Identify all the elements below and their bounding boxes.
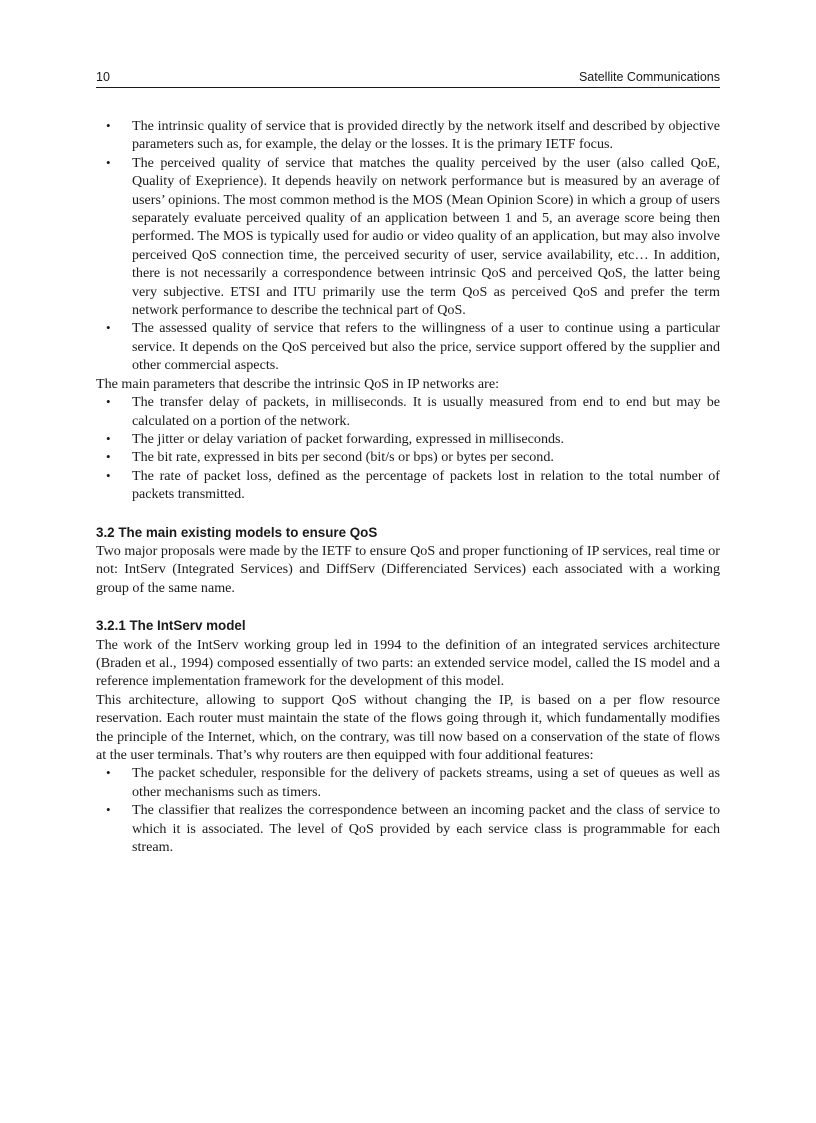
list-item-text: The transfer delay of packets, in milliseconds. It is usually measured from end to end but may be calculated on a portion of the network. xyxy=(132,394,720,429)
list-item xyxy=(96,393,720,430)
list-item xyxy=(96,467,720,504)
list-item-text: The packet scheduler, responsible for the delivery of packets streams, using a set of queues as well as other mechanisms such as timers. xyxy=(132,765,720,800)
bullet-icon: • xyxy=(106,802,111,818)
list-item-text: The rate of packet loss, defined as the percentage of packets lost in relation to the total number of packets transmitted. xyxy=(132,467,720,503)
bullet-icon: • xyxy=(106,765,111,781)
running-header xyxy=(96,69,720,88)
section-heading-3-2: 3.2 The main existing models to ensure QoS xyxy=(96,524,378,540)
list-item-text: The perceived quality of service that matches the quality perceived by the user (also called QoE, Quality of Exeprience). It depends heavily on network performance but is measured by an average of users’ opinions. The most common method is the MOS (Mean Opinion Score) in which a group of users separately evaluate perceived quality of an application between 1 and 5, an average score being then performed. The MOS is typically used for audio or video quality of an application, but may also involve perceived QoS connection time, the perceived security of user, service availability, etc… In addition, there is not necessarily a correspondence between intrinsic QoS and perceived QoS, the latter being very subjective. ETSI and ITU primarily use the term QoS as perceived QoS and prefer the term network performance to describe the technical part of QoS. xyxy=(132,154,720,319)
section-heading-3-2-1: 3.2.1 The IntServ model xyxy=(96,618,246,634)
intserv-paragraph-1: The work of the IntServ working group led in 1994 to the definition of an integrated services architecture (Braden et al., 1994) composed essentially of two parts: an extended service model, called the IS model and a reference implementation framework for the development of this model. xyxy=(96,636,720,690)
params-intro: The main parameters that describe the intrinsic QoS in IP networks are: xyxy=(96,375,499,392)
list-item-text: The jitter or delay variation of packet forwarding, expressed in milliseconds. xyxy=(132,430,565,447)
list-item xyxy=(96,319,720,374)
params-list xyxy=(96,393,720,503)
bullet-icon: • xyxy=(106,394,111,410)
page-number: 10 xyxy=(96,70,110,84)
list-item xyxy=(96,430,720,448)
list-item-text: The assessed quality of service that refers to the willingness of a user to continue using a particular service. It depends on the QoS perceived but also the price, service support offered by the supplier and other commercial aspects. xyxy=(132,320,720,374)
intserv-paragraph-2: This architecture, allowing to support QoS without changing the IP, is based on a per flow resource reservation. Each router must maintain the state of the flows going through it, which fundamentally modifies the principle of the Internet, which, on the contrary, was till now based on a conservation of the state of flows at the user terminals. That’s why routers are then equipped with four additional features: xyxy=(96,691,720,763)
running-title: Satellite Communications xyxy=(578,70,720,84)
router-features-list xyxy=(96,764,720,856)
list-item xyxy=(96,764,720,801)
bullet-icon: • xyxy=(106,118,111,133)
bullet-icon: • xyxy=(106,449,111,465)
section-3-2-paragraph: Two major proposals were made by the IETF to ensure QoS and proper functioning of IP services, real time or not: IntServ (Integrated Services) and DiffServ (Differenciated Services) each associated with a working group of the same name. xyxy=(96,542,720,596)
list-item xyxy=(96,117,720,154)
body-text xyxy=(96,117,720,856)
list-item-text: The bit rate, expressed in bits per second (bit/s or bps) or bytes per second. xyxy=(132,449,554,466)
list-item-text: The intrinsic quality of service that is provided directly by the network itself and described by objective parameters such as, for example, the delay or the losses. It is the primary IETF focus. xyxy=(132,118,720,153)
bullet-icon: • xyxy=(106,154,111,170)
list-item xyxy=(96,448,720,466)
list-item-text: The classifier that realizes the correspondence between an incoming packet and the class of service to which it is associated. The level of QoS provided by each service class is programmable for each stream. xyxy=(132,802,720,856)
list-item xyxy=(96,154,720,320)
list-item xyxy=(96,801,720,856)
qos-types-list xyxy=(96,117,720,375)
bullet-icon: • xyxy=(106,320,111,336)
bullet-icon: • xyxy=(106,430,111,446)
bullet-icon: • xyxy=(106,467,111,483)
